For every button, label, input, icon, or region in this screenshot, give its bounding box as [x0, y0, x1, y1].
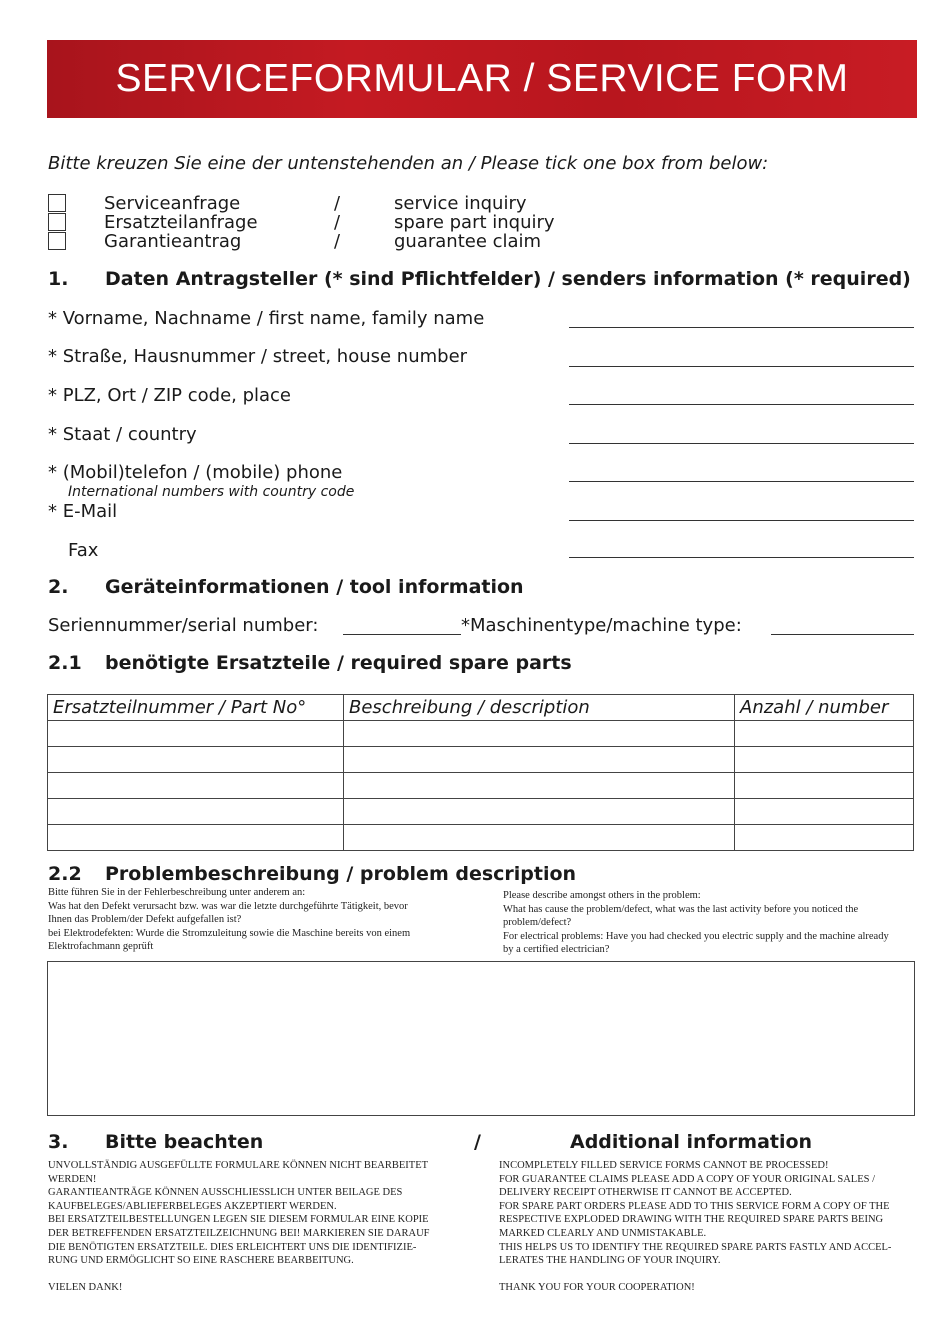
table-cell[interactable]: [735, 747, 914, 773]
table-cell[interactable]: [48, 721, 344, 747]
checkbox-guarantee-claim[interactable]: [48, 232, 66, 250]
thanks-line: THANK YOU FOR YOUR COOPERATION!: [499, 1282, 695, 1294]
instruction-line: Elektrofachmann geprüft: [48, 941, 154, 953]
field-label-email: * E-Mail: [48, 501, 118, 522]
table-cell[interactable]: [48, 825, 344, 851]
note-line: KAUFBELEGES/ABLIEFERBELEGES AKZEPTIERT WERDEN.: [48, 1200, 337, 1212]
field-label-fax: Fax: [68, 540, 99, 561]
input-line-country[interactable]: [569, 443, 914, 444]
instruction-line: by a certified electrician?: [503, 944, 610, 956]
field-label-country: * Staat / country: [48, 424, 197, 445]
form-title: SERVICEFORMULAR / SERVICE FORM: [115, 57, 849, 100]
note-line: RESPECTIVE EXPLODED DRAWING WITH THE REQUIRED SPARE PARTS BEING: [499, 1214, 884, 1226]
note-line: THIS HELPS US TO IDENTIFY THE REQUIRED SPARE PARTS FASTLY AND ACCEL-: [499, 1241, 892, 1253]
checkbox-spare-part-inquiry[interactable]: [48, 213, 66, 231]
problem-instructions-de: [48, 886, 478, 954]
field-label-name: * Vorname, Nachname / first name, family name: [48, 308, 485, 329]
instruction-line: Ihnen das Problem/der Defekt aufgefallen ist?: [48, 914, 242, 926]
note-line: BEI ERSATZTEILBESTELLUNGEN LEGEN SIE DIESEM FORMULAR EINE KOPIE: [48, 1214, 429, 1226]
instruction-line: What has cause the problem/defect, what was the last activity before you noticed the: [503, 903, 859, 915]
section-1-number: 1.: [48, 268, 69, 290]
note-line: FOR GUARANTEE CLAIMS PLEASE ADD A COPY OF YOUR ORIGINAL SALES /: [499, 1173, 875, 1185]
section-3-separator: /: [474, 1131, 481, 1153]
note-line: GARANTIEANTRÄGE KÖNNEN AUSSCHLIESSLICH UNTER BEILAGE DES: [48, 1187, 403, 1199]
table-cell[interactable]: [735, 799, 914, 825]
section-2-2-title: Problembeschreibung / problem description: [105, 863, 577, 885]
thanks-line: VIELEN DANK!: [48, 1282, 123, 1294]
form-title-banner: [47, 40, 917, 118]
section-2-1-title: benötigte Ersatzteile / required spare parts: [105, 652, 572, 674]
table-row: [48, 773, 914, 799]
section-1-title: Daten Antragsteller (* sind Pflichtfelder) / senders information (* required): [105, 268, 911, 290]
option-separator: /: [334, 212, 341, 233]
table-row: [48, 747, 914, 773]
note-line: RUNG UND ERMÖGLICHT SO EINE RASCHERE BEARBEITUNG.: [48, 1255, 354, 1267]
column-header-number: Anzahl / number: [735, 695, 914, 721]
table-cell[interactable]: [344, 773, 735, 799]
table-cell[interactable]: [48, 747, 344, 773]
table-row: [48, 799, 914, 825]
option-separator: /: [334, 193, 341, 214]
input-line-serial[interactable]: [343, 634, 461, 635]
table-cell[interactable]: [735, 721, 914, 747]
section-2-number: 2.: [48, 576, 69, 598]
field-label-street: * Straße, Hausnummer / street, house number: [48, 346, 468, 367]
instruction-line: Was hat den Defekt verursacht bzw. was war die letzte durchgeführte Tätigkeit, bevor: [48, 900, 408, 912]
problem-description-textarea[interactable]: [47, 961, 915, 1116]
field-label-serial: Seriennummer/serial number:: [48, 615, 319, 636]
option-label-en: spare part inquiry: [394, 212, 555, 233]
input-line-street[interactable]: [569, 366, 914, 367]
table-cell[interactable]: [48, 773, 344, 799]
section-3-title-en: Additional information: [570, 1131, 813, 1153]
note-line: WERDEN!: [48, 1173, 97, 1185]
option-separator: /: [334, 231, 341, 252]
note-line: DELIVERY RECEIPT OTHERWISE IT CANNOT BE ACCEPTED.: [499, 1187, 792, 1199]
note-line: INCOMPLETELY FILLED SERVICE FORMS CANNOT BE PROCESSED!: [499, 1160, 829, 1171]
instruction-line: For electrical problems: Have you had checked you electric supply and the machine already: [503, 930, 889, 942]
option-label-de: Garantieantrag: [104, 231, 242, 252]
phone-hint: International numbers with country code: [68, 484, 355, 500]
field-label-zip-place: * PLZ, Ort / ZIP code, place: [48, 385, 292, 406]
field-label-phone: * (Mobil)telefon / (mobile) phone: [48, 462, 343, 483]
table-cell[interactable]: [344, 825, 735, 851]
instruction-line: problem/defect?: [503, 917, 572, 929]
field-label-machine-type: *Maschinentype/machine type:: [461, 615, 742, 636]
table-header-row: [48, 695, 914, 721]
section-3-title-de: Bitte beachten: [105, 1131, 264, 1153]
intro-text: Bitte kreuzen Sie eine der untenstehenden an / Please tick one box from below:: [48, 153, 769, 174]
input-line-zip-place[interactable]: [569, 404, 914, 405]
note-line: UNVOLLSTÄNDIG AUSGEFÜLLTE FORMULARE KÖNNEN NICHT BEARBEITET: [48, 1160, 429, 1171]
note-line: MARKED CLEARLY AND UNMISTAKABLE.: [499, 1227, 707, 1239]
section-2-1-number: 2.1: [48, 652, 82, 674]
note-line: FOR SPARE PART ORDERS PLEASE ADD TO THIS SERVICE FORM A COPY OF THE: [499, 1200, 890, 1212]
table-row: [48, 825, 914, 851]
instruction-line: Please describe amongst others in the problem:: [503, 890, 701, 901]
section-3-number: 3.: [48, 1131, 69, 1153]
table-cell[interactable]: [344, 747, 735, 773]
table-cell[interactable]: [344, 799, 735, 825]
column-header-description: Beschreibung / description: [344, 695, 735, 721]
option-label-de: Ersatzteilanfrage: [104, 212, 258, 233]
option-label-de: Serviceanfrage: [104, 193, 241, 214]
table-cell[interactable]: [48, 799, 344, 825]
note-line: DER BETREFFENDEN ERSATZTEILZEICHNUNG BEI! MARKIEREN SIE DARAUF: [48, 1227, 430, 1239]
notes-en: [499, 1159, 915, 1295]
table-cell[interactable]: [344, 721, 735, 747]
input-line-machine-type[interactable]: [771, 634, 914, 635]
note-line: DIE BENÖTIGTEN ERSATZTEILE. DIES ERLEICHTERT UNS DIE IDENTIFIZIE-: [48, 1241, 417, 1253]
input-line-fax[interactable]: [569, 557, 914, 558]
spare-parts-table: [47, 694, 914, 851]
section-2-2-number: 2.2: [48, 863, 82, 885]
instruction-line: bei Elektrodefekten: Wurde die Stromzuleitung sowie die Maschine bereits von einem: [48, 927, 411, 939]
note-line: LERATES THE HANDLING OF YOUR INQUIRY.: [499, 1255, 721, 1267]
input-line-phone[interactable]: [569, 481, 914, 482]
option-label-en: guarantee claim: [394, 231, 542, 252]
problem-instructions-en: [503, 889, 915, 957]
instruction-line: Bitte führen Sie in der Fehlerbeschreibung unter anderem an:: [48, 887, 306, 898]
table-row: [48, 721, 914, 747]
notes-de: [48, 1159, 468, 1295]
input-line-name[interactable]: [569, 327, 914, 328]
column-header-part-no: Ersatzteilnummer / Part No°: [48, 695, 344, 721]
table-cell[interactable]: [735, 773, 914, 799]
table-cell[interactable]: [735, 825, 914, 851]
input-line-email[interactable]: [569, 520, 914, 521]
checkbox-service-inquiry[interactable]: [48, 194, 66, 212]
option-label-en: service inquiry: [394, 193, 527, 214]
section-2-title: Geräteinformationen / tool information: [105, 576, 524, 598]
